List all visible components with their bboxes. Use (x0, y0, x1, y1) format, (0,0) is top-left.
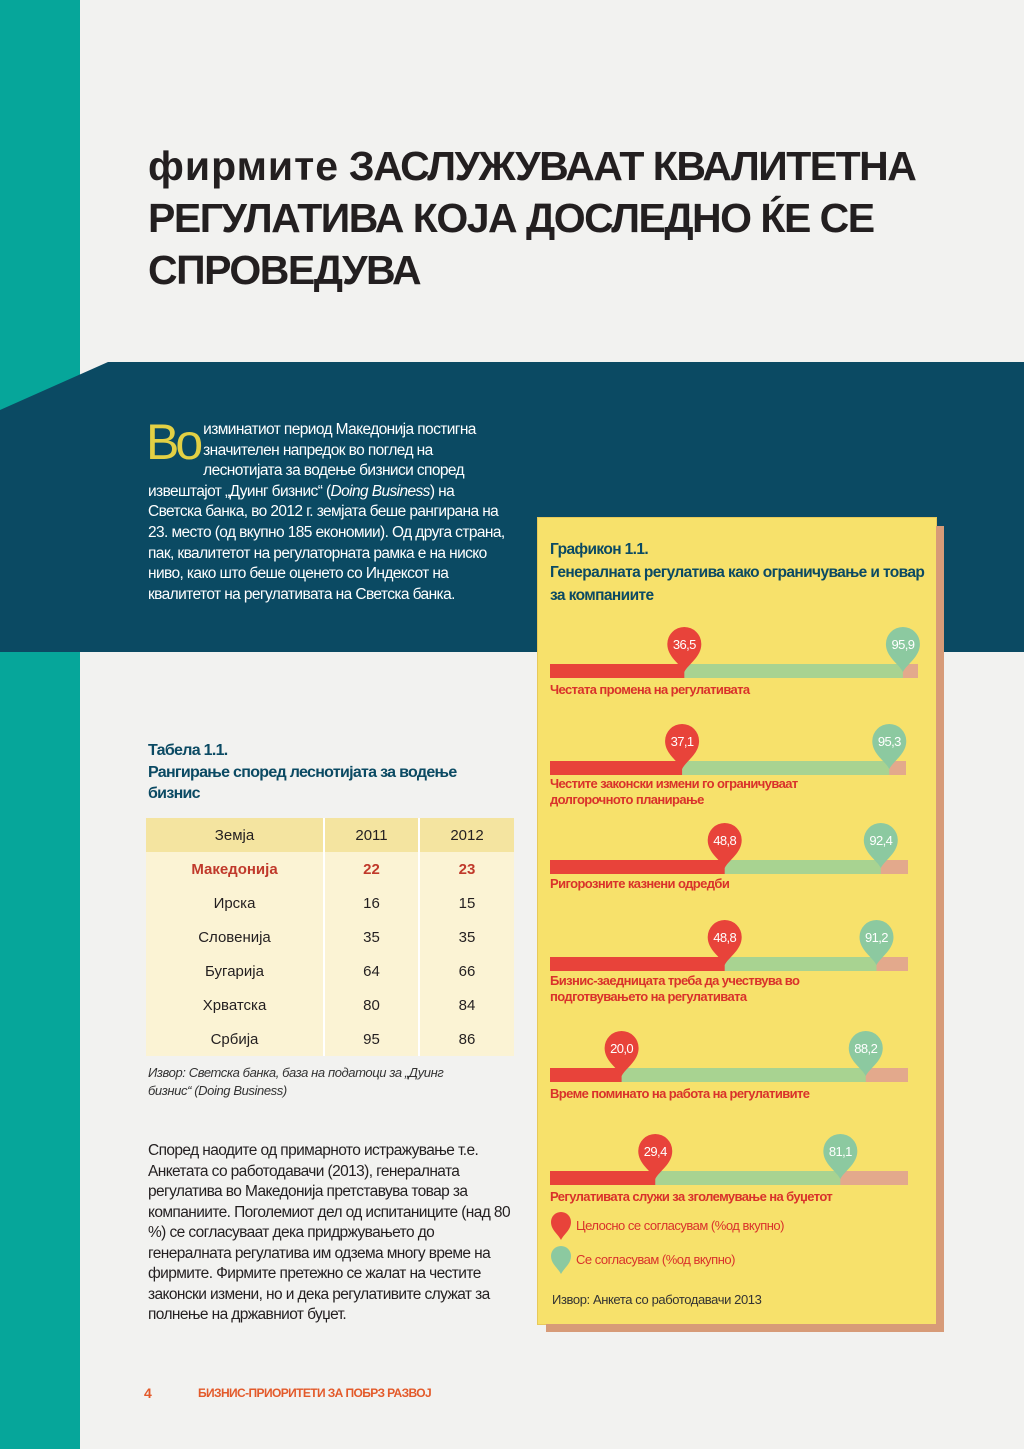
table-row (146, 920, 514, 954)
category-label: Честата промена на регулативата (550, 682, 750, 697)
chart-number: Графикон 1.1. (550, 541, 649, 558)
category-label: долгорочното планирање (550, 792, 704, 807)
intro-text-2: ) на Светска банка, во 2012 г. земјата беше рангирана на 23. место (од вкупно 185 економии). Од друга страна, пак, квалитетот на регулаторната рамка е на ниско ниво, како што беше оценето со Индексот на квалитетот на регулативата на Светска банка. (148, 482, 505, 603)
marker-agree-label: 81,1 (828, 1144, 852, 1159)
table-cell-rank: 86 (419, 1022, 514, 1056)
legend-label: Целосно се согласувам (%од вкупно) (576, 1218, 784, 1233)
table-row (146, 954, 514, 988)
bar-fully-agree (550, 761, 682, 775)
table-cell-country: Ирска (146, 886, 324, 920)
footer-title: БИЗНИС-ПРИОРИТЕТИ ЗА ПОБРЗ РАЗВОЈ (198, 1386, 432, 1400)
table-cell-rank: 64 (324, 954, 419, 988)
category-label: подготвувањето на регулативата (550, 989, 747, 1004)
marker-agree-label: 95,3 (877, 734, 901, 749)
marker-agree-label: 88,2 (854, 1041, 878, 1056)
marker-agree-label: 92,4 (869, 833, 893, 848)
table-source: Извор: Светска банка, база на податоци за „Дуинг бизнис“ (Doing Business) (148, 1065, 444, 1098)
table-cell-rank: 95 (324, 1022, 419, 1056)
category-label: Регулативата служи за зголемување на буџетот (550, 1189, 833, 1204)
table-cell-country: Словенија (146, 920, 324, 954)
table-caption-number: Табела 1.1. (148, 742, 228, 759)
category-label: Честите законски измени го ограничуваат (550, 776, 798, 791)
table-cell-country: Македонија (146, 852, 324, 886)
intro-paragraph (146, 414, 510, 605)
legend-label: Се согласувам (%од вкупно) (576, 1252, 735, 1267)
table-cell-rank: 66 (419, 954, 514, 988)
intro-italic: Doing Business (330, 482, 430, 500)
marker-fully-agree-label: 20,0 (610, 1041, 634, 1056)
bar-fully-agree (550, 1068, 622, 1082)
bar-fully-agree (550, 1171, 655, 1185)
intro-text-1: изминатиот период Македонија постигна значителен напредок во поглед на леснотијата за водење бизниси според извештајот „Дуинг бизнис“ ( (148, 421, 476, 500)
table-cell-country: Хрватска (146, 988, 324, 1022)
table-cell-rank: 22 (324, 852, 419, 886)
bar-fully-agree (550, 860, 725, 874)
marker-fully-agree-label: 36,5 (672, 637, 696, 652)
body-paragraph: Според наодите од примарното истражување т.е. Анкетата со работодавачи (2013), генералната регулатива во Македонија претставува товар за компаниите. Поголемиот дел од испитаниците (над 80 %) се согласуваат дека придржувањето до генералната регулатива им одзема многу време на фирмите. Фирмите претежно се жалат на честите законски измени, но и дека регулативите служат за полнење на државниот буџет. (148, 1142, 510, 1323)
table-row (146, 1022, 514, 1056)
drop-cap: Во (146, 414, 200, 470)
col-2012: 2012 (419, 818, 514, 852)
marker-fully-agree-label: 29,4 (643, 1144, 667, 1159)
marker-fully-agree-label: 48,8 (713, 930, 737, 945)
table-header-row (146, 818, 514, 852)
table-cell-rank: 23 (419, 852, 514, 886)
table-cell-rank: 80 (324, 988, 419, 1022)
table-cell-country: Србија (146, 1022, 324, 1056)
chart-subtitle: Генералната регулатива како ограничување и товар за компаниите (550, 564, 925, 604)
ranking-table (146, 818, 514, 1056)
marker-agree-label: 91,2 (865, 930, 888, 945)
table-caption-text: Рангирање според леснотијата за водење бизнис (148, 763, 457, 802)
table-cell-country: Бугарија (146, 954, 324, 988)
table-cell-rank: 35 (419, 920, 514, 954)
table-row (146, 886, 514, 920)
title-uppercase: ЗАСЛУЖУВААТ КВАЛИТЕТНА РЕГУЛАТИВА КОЈА ДОСЛЕДНО ЌЕ СЕ СПРОВЕДУВА (148, 143, 916, 293)
category-label: Бизнис-заедницата треба да учествува во (550, 973, 800, 988)
title-lowercase: фирмите (148, 143, 339, 189)
table-cell-rank: 16 (324, 886, 419, 920)
table-cell-rank: 84 (419, 988, 514, 1022)
marker-agree-label: 95,9 (891, 637, 915, 652)
bar-fully-agree (550, 957, 725, 971)
chart-svg (538, 518, 936, 1324)
table-cell-rank: 35 (324, 920, 419, 954)
page-title (148, 140, 968, 296)
legend-marker (551, 1212, 571, 1240)
table-cell-rank: 15 (419, 886, 514, 920)
col-2011: 2011 (324, 818, 419, 852)
chart-source: Извор: Анкета со работодавачи 2013 (552, 1292, 762, 1307)
teal-side-strip (0, 0, 80, 1449)
marker-fully-agree-label: 48,8 (713, 833, 737, 848)
col-country: Земја (146, 818, 324, 852)
category-label: Ригорозните казнени одредби (550, 876, 730, 891)
marker-fully-agree-label: 37,1 (670, 734, 694, 749)
page-number: 4 (144, 1385, 152, 1401)
table-row (146, 988, 514, 1022)
bar-fully-agree (550, 664, 684, 678)
legend-marker (551, 1246, 571, 1274)
table-row (146, 852, 514, 886)
category-label: Времe поминато на работа на регулативите (550, 1086, 810, 1101)
table-caption (148, 740, 508, 805)
